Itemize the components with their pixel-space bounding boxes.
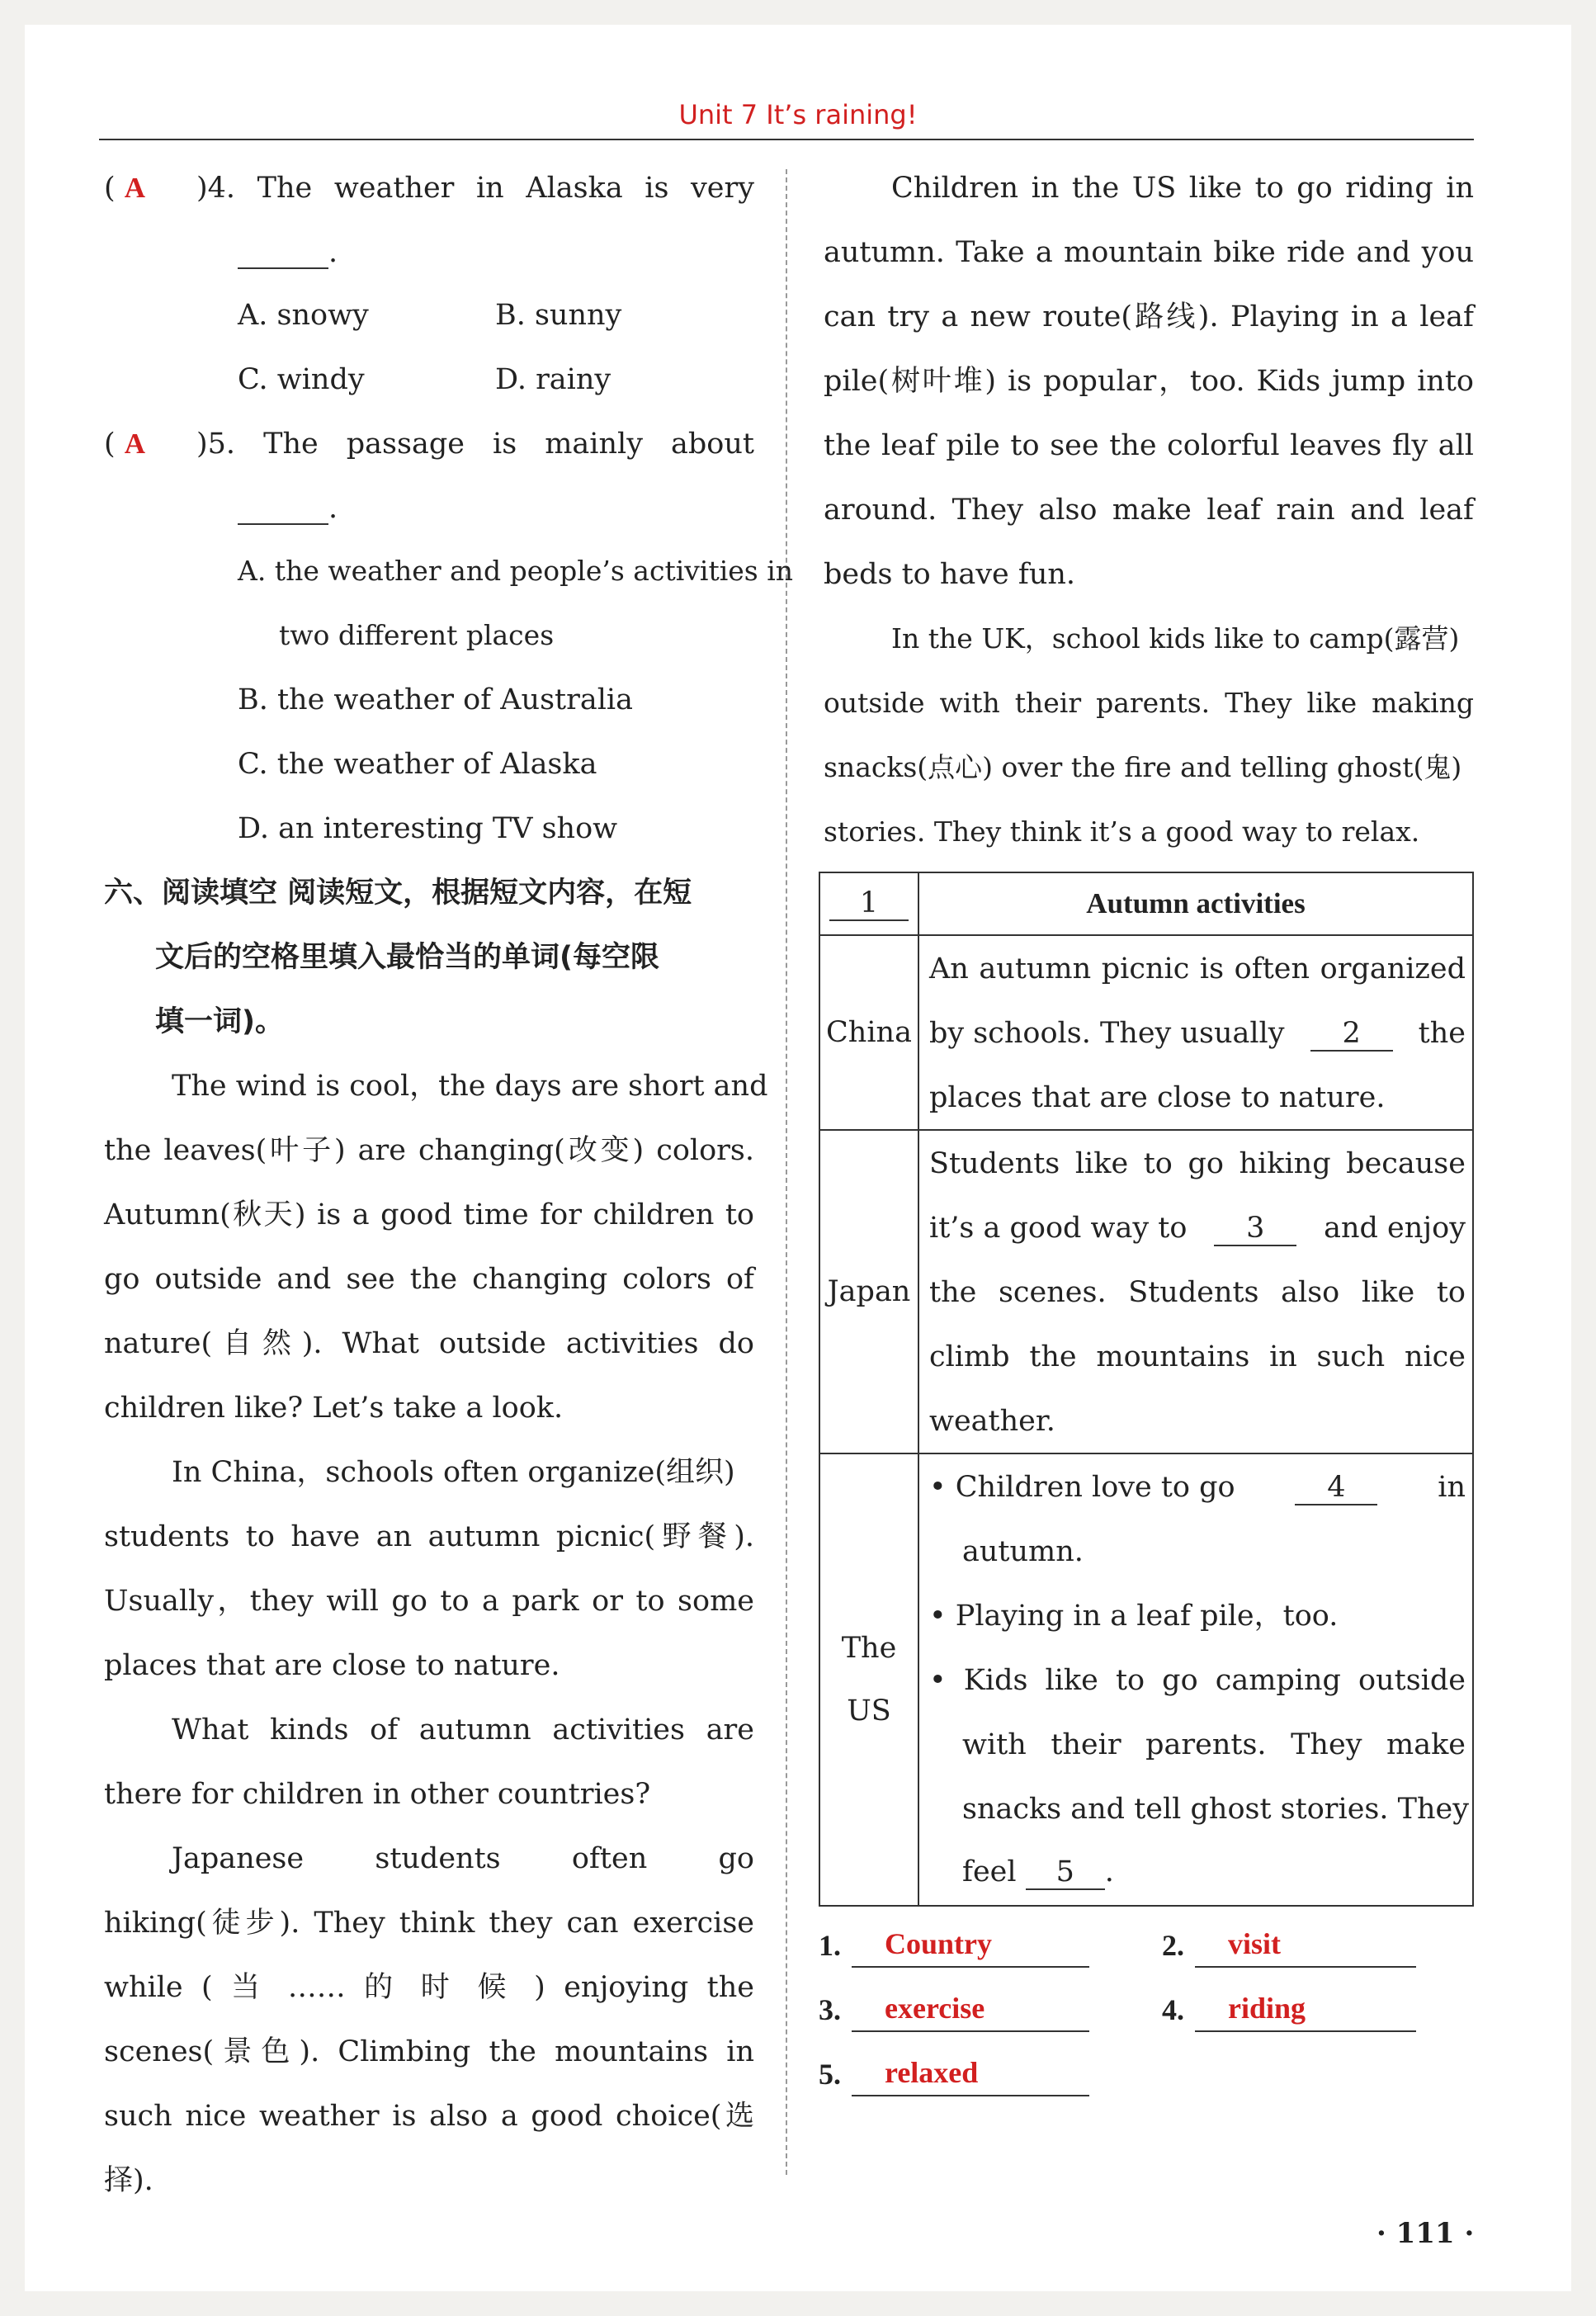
china-line-2: by schools. They usually 2 the xyxy=(929,1017,1466,1050)
japan-line-5: weather. xyxy=(929,1405,1055,1438)
passage-line: beds to have fun. xyxy=(824,558,1076,591)
passage-line: the leaf pile to see the colorful leaves fly all xyxy=(824,429,1474,462)
answer-word: exercise xyxy=(885,1992,985,2025)
passage-line: students to have an autumn picnic(野餐). xyxy=(104,1520,754,1553)
us-bullet-1: • Children love to go 4 in xyxy=(929,1471,1466,1504)
row-label-japan: Japan xyxy=(819,1130,918,1453)
section-heading-3: 填一词)。 xyxy=(155,1005,284,1038)
passage-line: The wind is cool，the days are short and xyxy=(172,1070,768,1103)
us-bullet-1-cont: autumn. xyxy=(962,1535,1084,1568)
passage-line: autumn. Take a mountain bike ride and you xyxy=(824,236,1474,269)
passage-line: stories. They think it’s a good way to relax. xyxy=(824,815,1420,848)
section-heading-1: 六、阅读填空 阅读短文，根据短文内容，在短 xyxy=(104,877,692,910)
unit-header: Unit 7 It’s raining! xyxy=(678,99,918,130)
passage-line: around. They also make leaf rain and leaf xyxy=(824,494,1474,527)
passage-line: Usually，they will go to a park or to some xyxy=(104,1585,754,1618)
answer-line xyxy=(852,1966,1089,1968)
header-blank-cell xyxy=(819,872,918,935)
us-bullet-2: • Playing in a leaf pile，too. xyxy=(929,1600,1339,1633)
passage-line: places that are close to nature. xyxy=(104,1649,560,1682)
china-line-1: An autumn picnic is often organized xyxy=(929,952,1466,985)
passage-line: nature(自然). What outside activities do xyxy=(104,1327,754,1360)
q4-option-b: B. sunny xyxy=(495,299,622,332)
q4-answer: A xyxy=(124,172,146,204)
passage-line: while ( 当 …… 的 时 候 ) enjoying the xyxy=(104,1971,754,2004)
page-number: · 111 · xyxy=(1376,2217,1475,2250)
answer-number: 4. xyxy=(1162,1993,1184,2026)
blank-3: 3 xyxy=(1214,1212,1296,1246)
us-bullet-3-end: feel 5 . xyxy=(962,1855,1114,1888)
blank-5: 5 xyxy=(1026,1855,1105,1890)
q5-blank: . xyxy=(238,492,338,525)
row-content-us xyxy=(918,1453,1473,1906)
section-heading-2: 文后的空格里填入最恰当的单词(每空限 xyxy=(155,941,659,974)
passage-line: children like? Let’s take a look. xyxy=(104,1392,564,1425)
passage-line: What kinds of autumn activities are xyxy=(172,1713,754,1746)
passage-line: snacks(点心) over the fire and telling ghost(鬼) xyxy=(824,751,1462,783)
passage-line: Japanese students often go xyxy=(172,1842,754,1875)
q4-row: ( A xyxy=(104,172,146,205)
passage-line: Autumn(秋天) is a good time for children to xyxy=(104,1198,754,1231)
japan-line-3: the scenes. Students also like to xyxy=(929,1276,1466,1309)
passage-line: outside with their parents. They like making xyxy=(824,687,1474,719)
q4-option-d: D. rainy xyxy=(495,363,611,396)
answer-line xyxy=(852,2095,1089,2096)
blank-2: 2 xyxy=(1310,1017,1393,1052)
table-row-china xyxy=(819,935,1473,1130)
answer-line xyxy=(1195,2030,1416,2032)
header-rule xyxy=(99,139,1474,140)
row-content-china xyxy=(918,935,1473,1130)
row-label-china: China xyxy=(819,935,918,1130)
answer-number: 1. xyxy=(819,1929,841,1962)
passage-line: hiking(徒步). They think they can exercise xyxy=(104,1907,754,1940)
passage-line: scenes(景色). Climbing the mountains in xyxy=(104,2035,754,2068)
passage-line: 择). xyxy=(104,2164,153,2197)
blank-4: 4 xyxy=(1295,1471,1377,1505)
activities-table xyxy=(819,872,1474,1907)
table-row-japan xyxy=(819,1130,1473,1453)
answer-number: 5. xyxy=(819,2058,841,2091)
passage-line: the leaves(叶子) are changing(改变) colors. xyxy=(104,1134,754,1167)
japan-line-2: it’s a good way to 3 and enjoy xyxy=(929,1212,1466,1245)
answer-word: relaxed xyxy=(885,2056,979,2089)
column-divider xyxy=(786,169,787,2175)
q4-option-c: C. windy xyxy=(238,363,365,396)
q4-blank: . xyxy=(238,236,338,269)
passage-line: Children in the US like to go riding in xyxy=(891,172,1474,205)
passage-line: can try a new route(路线). Playing in a leaf xyxy=(824,300,1474,333)
answer-line xyxy=(1195,1966,1416,1968)
passage-line: pile(树叶堆) is popular，too. Kids jump into xyxy=(824,365,1474,398)
q5-answer: A xyxy=(124,428,146,460)
q5-stem: )5. The passage is mainly about xyxy=(196,428,754,461)
q4-stem: )4. The weather in Alaska is very xyxy=(196,172,754,205)
us-bullet-3-cont: snacks and tell ghost stories. They xyxy=(962,1793,1469,1826)
row-content-japan xyxy=(918,1130,1473,1453)
passage-line: In China，schools often organize(组织) xyxy=(172,1456,735,1489)
japan-line-4: climb the mountains in such nice xyxy=(929,1340,1466,1373)
answer-word: visit xyxy=(1228,1927,1282,1960)
china-line-3: places that are close to nature. xyxy=(929,1081,1386,1114)
header-title-cell: Autumn activities xyxy=(918,872,1473,935)
us-bullet-3-cont: with their parents. They make xyxy=(962,1728,1466,1761)
q5-option-c: C. the weather of Alaska xyxy=(238,748,597,781)
answer-line xyxy=(852,2030,1089,2032)
passage-line: there for children in other countries? xyxy=(104,1778,651,1811)
q5-option-a-cont: two different places xyxy=(279,619,555,651)
q5-option-a: A. the weather and people’s activities in xyxy=(238,555,794,587)
table-row-us xyxy=(819,1453,1473,1906)
row-label-us: The US xyxy=(819,1453,918,1906)
answer-word: riding xyxy=(1228,1992,1306,2025)
table-header-row xyxy=(819,872,1473,935)
q5-row: ( A xyxy=(104,428,146,461)
passage-line: In the UK，school kids like to camp(露营) xyxy=(891,622,1460,655)
answer-number: 2. xyxy=(1162,1929,1184,1962)
q5-option-b: B. the weather of Australia xyxy=(238,683,633,716)
passage-line: go outside and see the changing colors of xyxy=(104,1263,754,1296)
answer-number: 3. xyxy=(819,1993,841,2026)
blank-1: 1 xyxy=(829,886,909,921)
japan-line-1: Students like to go hiking because xyxy=(929,1147,1466,1180)
q5-option-d: D. an interesting TV show xyxy=(238,812,618,845)
q4-option-a: A. snowy xyxy=(238,299,369,332)
passage-line: such nice weather is also a good choice(选 xyxy=(104,2100,754,2133)
us-bullet-3: • Kids like to go camping outside xyxy=(929,1664,1466,1697)
answer-word: Country xyxy=(885,1927,993,1960)
